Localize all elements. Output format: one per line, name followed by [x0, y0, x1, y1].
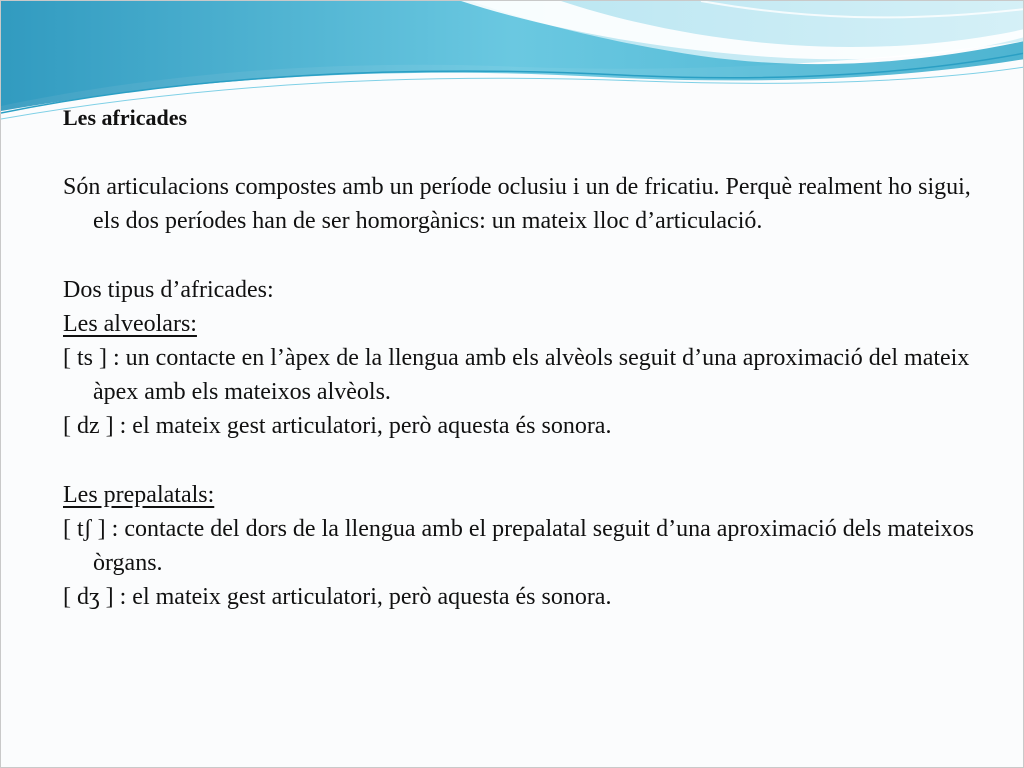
alveolars-heading-line [63, 307, 983, 341]
alveolars-heading: Les alveolars: [63, 311, 197, 337]
dz-description: [ dz ] : el mateix gest articulatori, però aquesta és sonora. [63, 413, 612, 439]
types-intro: Dos tipus d’africades: [63, 277, 274, 303]
prepalatals-heading-line [63, 478, 983, 512]
prepalatals-heading: Les prepalatals: [63, 482, 215, 508]
slide-title: Les africades [63, 105, 188, 130]
definition-paragraph: Són articulacions compostes amb un període oclusiu i un de fricatiu. Perquè realment ho sigui, els dos períodes han de ser homorgànics: un mateix lloc d’articulació. [63, 174, 971, 234]
dzh-description: [ dʒ ] : el mateix gest articulatori, però aquesta és sonora. [63, 584, 612, 610]
slide-body [63, 101, 983, 614]
tsh-description: [ tʃ ] : contacte del dors de la llengua amb el prepalatal seguit d’una aproximació dels mateixos òrgans. [63, 516, 975, 576]
ts-description: [ ts ] : un contacte en l’àpex de la llengua amb els alvèols seguit d’una aproximació del mateix àpex amb els mateixos alvèols. [63, 345, 970, 405]
